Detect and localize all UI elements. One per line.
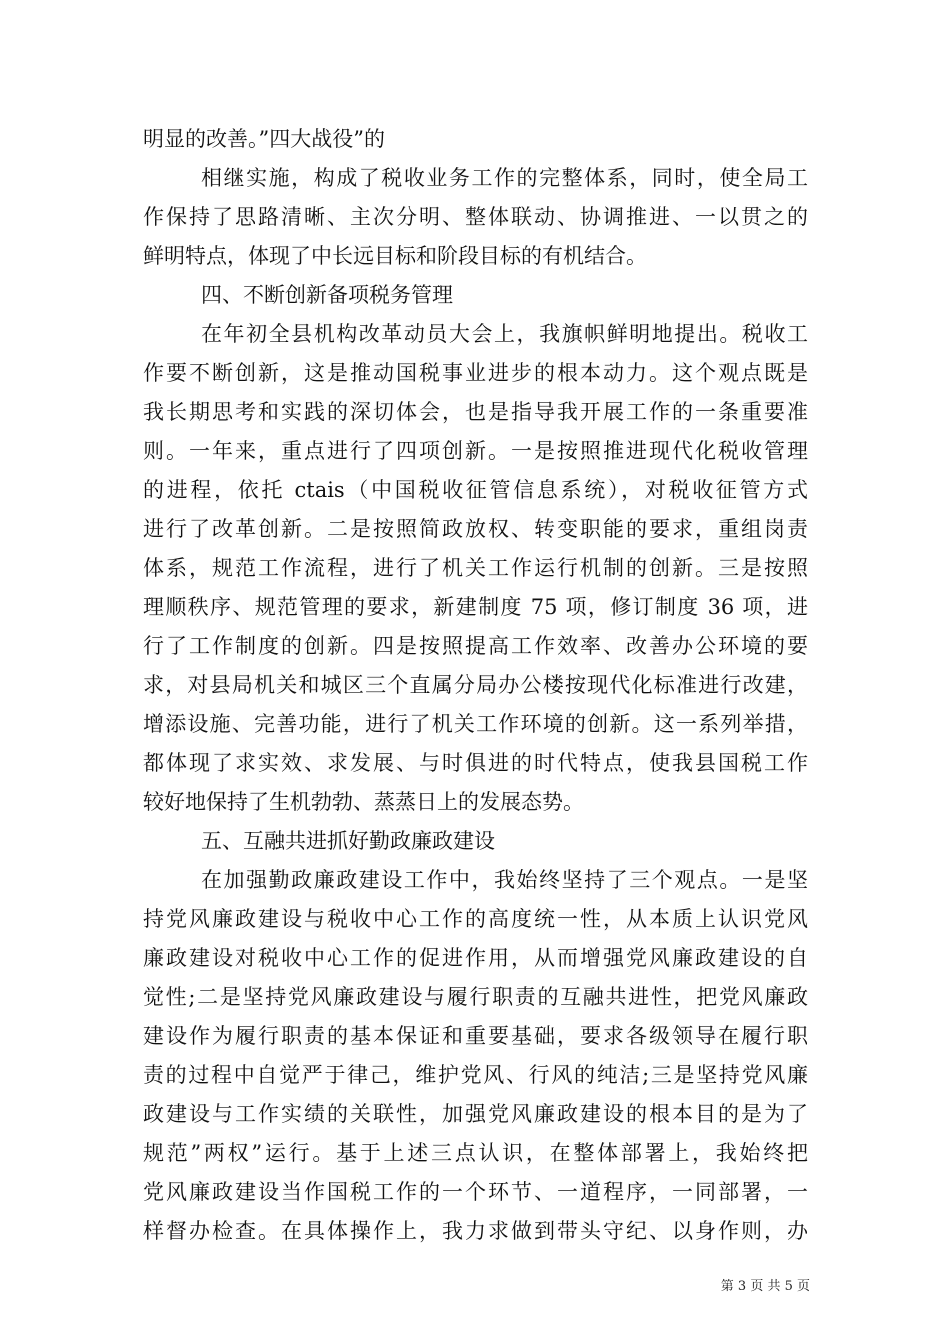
text-line: 体系，规范工作流程，进行了机关工作运行机制的创新。三是按照 — [143, 556, 808, 580]
text-line: 党风廉政建设当作国税工作的一个环节、一道程序，一同部署，一 — [143, 1180, 808, 1204]
text-line: 较好地保持了生机勃勃、蒸蒸日上的发展态势。 — [143, 790, 584, 814]
body-text — [143, 120, 808, 1251]
section-heading: 四、不断创新备项税务管理 — [201, 283, 453, 307]
text-line: 觉性;二是坚持党风廉政建设与履行职责的互融共进性，把党风廉政 — [143, 985, 808, 1009]
section-heading: 五、互融共进抓好勤政廉政建设 — [201, 829, 495, 853]
text-line: 在年初全县机构改革动员大会上，我旗帜鲜明地提出。税收工 — [201, 322, 808, 346]
text-line: 理顺秩序、规范管理的要求，新建制度 75 项，修订制度 36 项，进 — [143, 595, 808, 619]
text-line: 增添设施、完善功能，进行了机关工作环境的创新。这一系列举措， — [143, 712, 808, 736]
text-line: 相继实施，构成了税收业务工作的完整体系，同时，使全局工 — [201, 166, 808, 190]
text-line: 责的过程中自觉严于律己，维护党风、行风的纯洁;三是坚持党风廉 — [143, 1063, 808, 1087]
text-line: 作保持了思路清晰、主次分明、整体联动、协调推进、一以贯之的 — [143, 205, 808, 229]
text-line: 在加强勤政廉政建设工作中，我始终坚持了三个观点。一是坚 — [201, 868, 808, 892]
text-line: 行了工作制度的创新。四是按照提高工作效率、改善办公环境的要 — [143, 634, 808, 658]
text-line: 廉政建设对税收中心工作的促进作用，从而增强党风廉政建设的自 — [143, 946, 808, 970]
text-line: 建设作为履行职责的基本保证和重要基础，要求各级领导在履行职 — [143, 1024, 808, 1048]
text-line: 鲜明特点，体现了中长远目标和阶段目标的有机结合。 — [143, 244, 647, 268]
page-number: 第 3 页 共 5 页 — [720, 1279, 810, 1294]
text-line: 政建设与工作实绩的关联性，加强党风廉政建设的根本目的是为了 — [143, 1102, 808, 1126]
text-line: 持党风廉政建设与税收中心工作的高度统一性，从本质上认识党风 — [143, 907, 808, 931]
text-line: 进行了改革创新。二是按照简政放权、转变职能的要求，重组岗责 — [143, 517, 808, 541]
text-line: 明显的改善。”四大战役”的 — [143, 127, 385, 151]
text-line: 的进程，依托 ctais（中国税收征管信息系统），对税收征管方式 — [143, 478, 808, 502]
text-line: 作要不断创新，这是推动国税事业进步的根本动力。这个观点既是 — [143, 361, 808, 385]
text-line: 都体现了求实效、求发展、与时俱进的时代特点，使我县国税工作 — [143, 751, 808, 775]
text-line: 则。一年来，重点进行了四项创新。一是按照推进现代化税收管理 — [143, 439, 808, 463]
text-line: 样督办检查。在具体操作上，我力求做到带头守纪、以身作则，办 — [143, 1219, 808, 1243]
text-line: 规范”两权”运行。基于上述三点认识，在整体部署上，我始终把 — [143, 1141, 808, 1165]
text-line: 我长期思考和实践的深切体会，也是指导我开展工作的一条重要准 — [143, 400, 808, 424]
text-line: 求，对县局机关和城区三个直属分局办公楼按现代化标准进行改建， — [143, 673, 808, 697]
